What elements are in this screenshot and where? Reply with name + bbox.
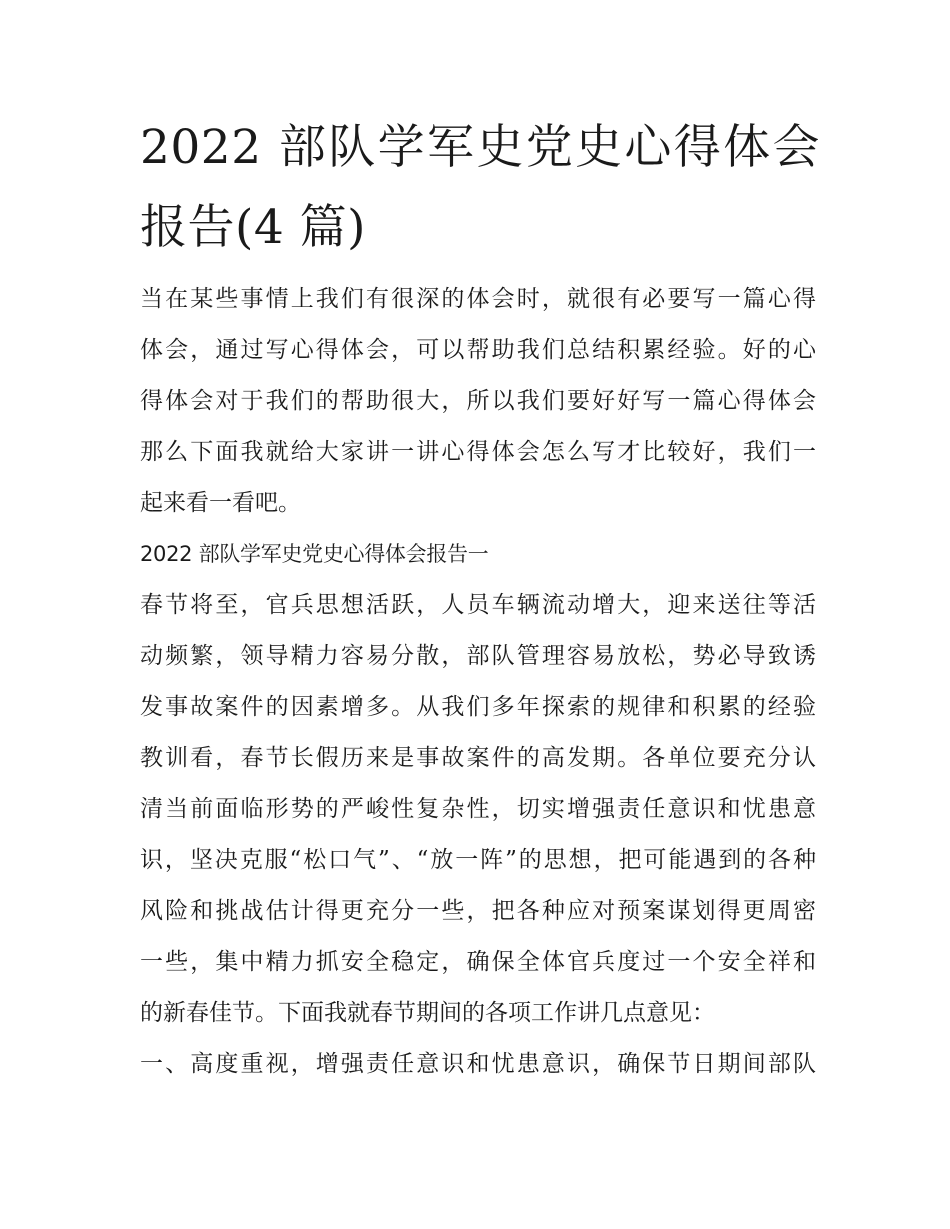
section-line: 春节将至，官兵思想活跃，人员车辆流动增大，迎来送往等活 <box>140 592 816 618</box>
intro-line: 那么下面我就给大家讲一讲心得体会怎么写才比较好，我们一 <box>140 439 816 465</box>
section-line: 识，坚决克服“松口气”、“放一阵”的思想，把可能遇到的各种 <box>140 847 816 873</box>
section-paragraph <box>140 580 816 1039</box>
section-line: 发事故案件的因素增多。从我们多年探索的规律和积累的经验 <box>140 694 816 720</box>
title-line-2: 报告(4 篇) <box>140 200 367 255</box>
section-line: 一些，集中精力抓安全稳定，确保全体官兵度过一个安全祥和 <box>140 949 816 975</box>
intro-line: 体会，通过写心得体会，可以帮助我们总结积累经验。好的心 <box>140 337 816 363</box>
section-line: 的新春佳节。下面我就春节期间的各项工作讲几点意见： <box>140 1000 715 1026</box>
section-line: 教训看，春节长假历来是事故案件的高发期。各单位要充分认 <box>140 745 816 771</box>
intro-line: 起来看一看吧。 <box>140 490 301 516</box>
intro-line: 得体会对于我们的帮助很大，所以我们要好好写一篇心得体会 <box>140 388 816 414</box>
intro-paragraph <box>140 274 816 529</box>
title-line-1: 2022 部队学军史党史心得体会 <box>140 120 820 175</box>
section-line: 风险和挑战估计得更充分一些，把各种应对预案谋划得更周密 <box>140 898 816 924</box>
document-title <box>140 108 820 268</box>
intro-line: 当在某些事情上我们有很深的体会时，就很有必要写一篇心得 <box>140 286 816 312</box>
section-line: 动频繁，领导精力容易分散，部队管理容易放松，势必导致诱 <box>140 643 816 669</box>
document-body <box>140 274 816 1090</box>
point-line: 一、高度重视，增强责任意识和忧患意识，确保节日期间部队 <box>140 1051 816 1077</box>
section-heading: 2022 部队学军史党史心得体会报告一 <box>140 542 489 566</box>
section-line: 清当前面临形势的严峻性复杂性，切实增强责任意识和忧患意 <box>140 796 816 822</box>
point-paragraph <box>140 1039 816 1090</box>
